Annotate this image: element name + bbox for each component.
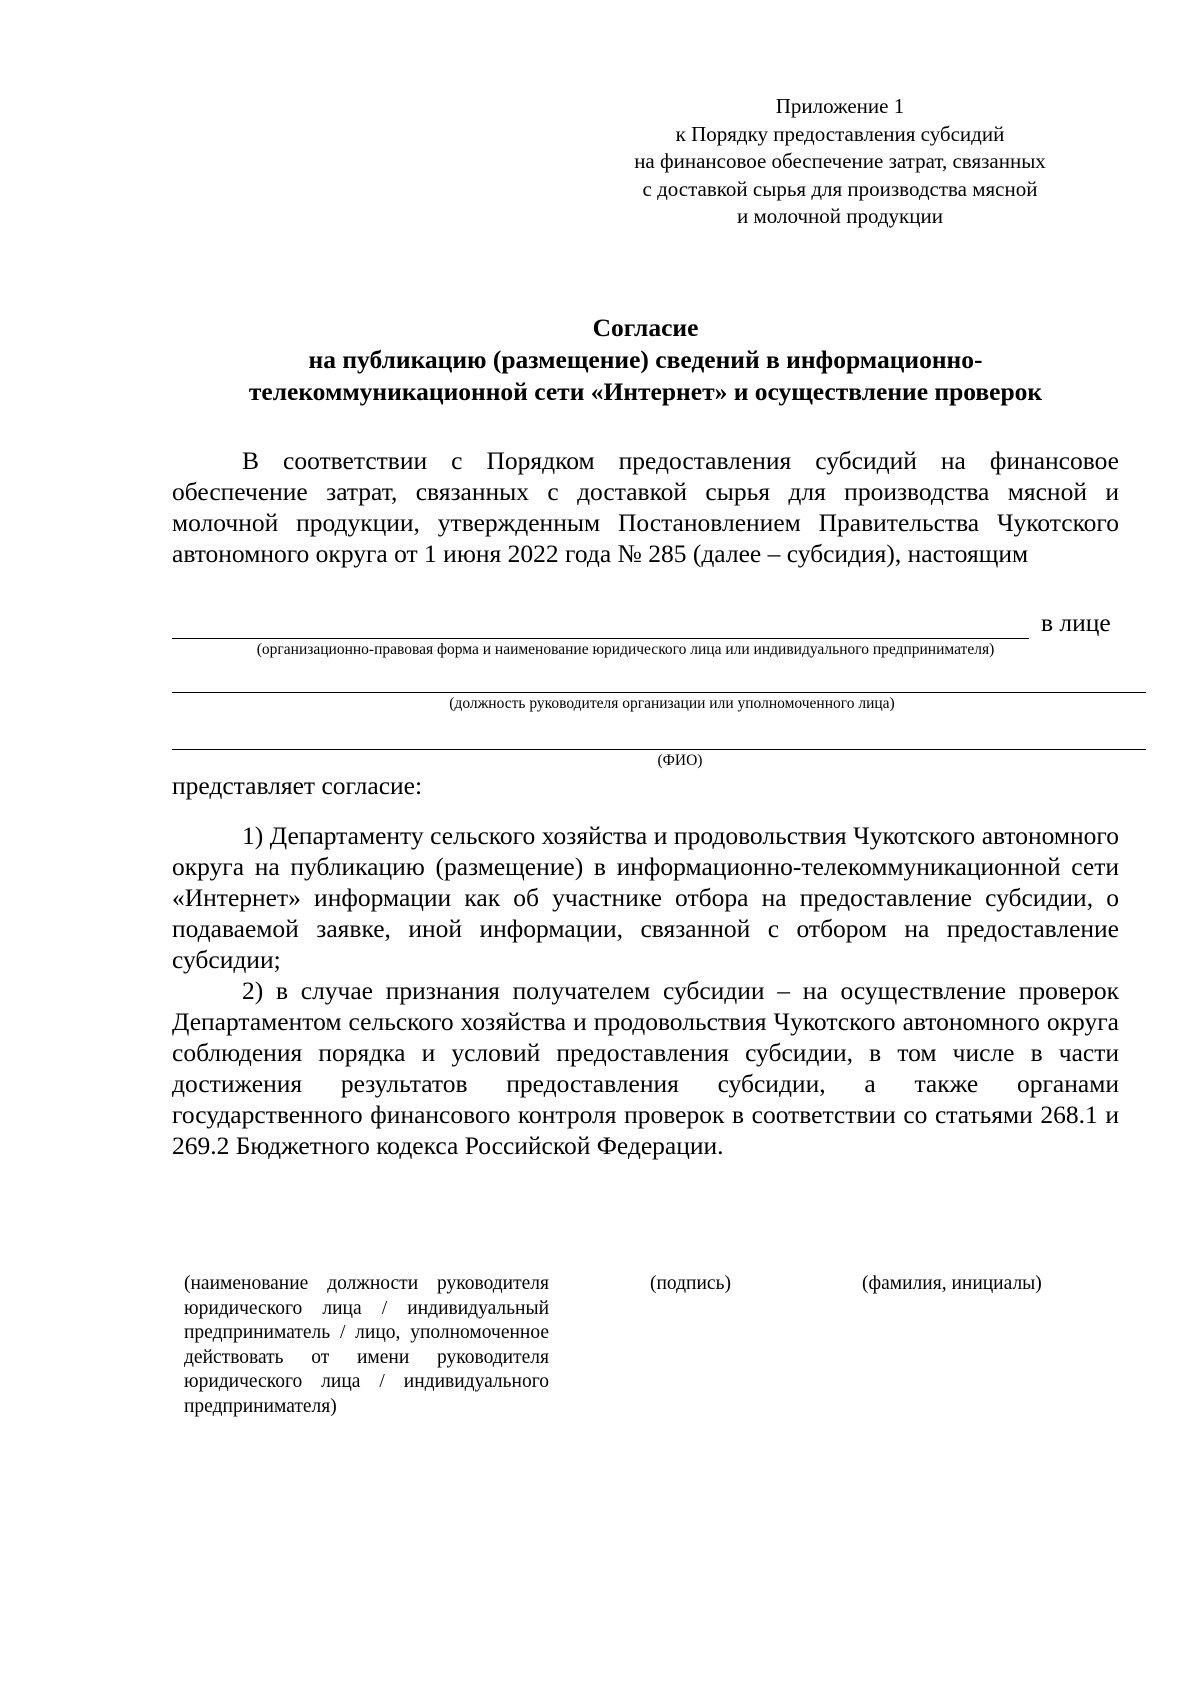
- fio-caption: (ФИО): [657, 752, 703, 769]
- organization-fill-line: [172, 638, 1029, 639]
- consent-item-1: 1) Департаменту сельского хозяйства и продовольствия Чукотского автономного округа на публикацию (размещение) в информационно-телекоммуникационной сети «Интернет» информации как об участнике отбора на предоставление субсидии, о подаваемой заявке, иной информации, связанной с отбором на предоставление субсидии;: [172, 821, 1119, 974]
- position-caption: (должность руководителя организации или уполномоченного лица): [449, 695, 895, 712]
- document-title: [172, 312, 1119, 408]
- appendix-header: [560, 93, 1120, 231]
- appendix-line: к Порядку предоставления субсидий: [675, 121, 1005, 146]
- v-lice-label: в лице: [1041, 608, 1111, 637]
- organization-caption: (организационно-правовая форма и наименование юридического лица или индивидуального предпринимателя): [256, 641, 995, 658]
- appendix-line: с доставкой сырья для производства мясной: [642, 176, 1038, 201]
- fio-fill-line: [172, 749, 1146, 750]
- title-line-1: Согласие: [592, 313, 699, 342]
- consent-intro: представляет согласие:: [172, 771, 423, 800]
- appendix-line: на финансовое обеспечение затрат, связанных: [634, 149, 1046, 173]
- appendix-line: Приложение 1: [775, 94, 905, 118]
- signature-caption: (подпись): [650, 1273, 731, 1294]
- title-line-2: на публикацию (размещение) сведений в информационно-: [308, 345, 983, 374]
- name-caption: (фамилия, инициалы): [862, 1273, 1042, 1294]
- position-fill-line: [172, 692, 1146, 693]
- title-line-3: телекоммуникационной сети «Интернет» и осуществление проверок: [248, 377, 1043, 406]
- intro-paragraph: В соответствии с Порядком предоставления субсидий на финансовое обеспечение затрат, связанных с доставкой сырья для производства мясной и молочной продукции, утвержденным Постановлением Правительства Чукотского автономного округа от 1 июня 2022 года № 285 (далее – субсидия), настоящим: [172, 446, 1119, 568]
- signature-position-caption: (наименование должности руководителя юридического лица / индивидуальный предприниматель / лицо, уполномоченное действовать от имени руководителя юридического лица / индивидуального предпринимателя): [184, 1273, 549, 1417]
- appendix-line: и молочной продукции: [737, 204, 943, 228]
- consent-item-2: 2) в случае признания получателем субсидии – на осуществление проверок Департаментом сельского хозяйства и продовольствия Чукотского автономного округа соблюдения порядка и условий предоставления субсидии, в том числе в части достижения результатов предоставления субсидии, а также органами государственного финансового контроля проверок в соответствии со статьями 268.1 и 269.2 Бюджетного кодекса Российской Федерации.: [172, 976, 1119, 1160]
